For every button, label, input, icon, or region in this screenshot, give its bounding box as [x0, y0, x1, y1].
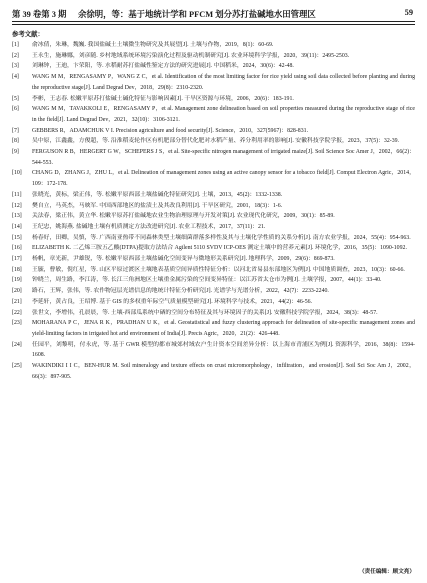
reference-item [12, 297, 415, 308]
reference-item [12, 126, 415, 137]
reference-text: 吴中原，江鑫鑫，方俊超，等. 沿淮稻麦轮作区有机肥部分替代化肥对水稻产量、养分利用率的影响[J]. 安徽科技学院学报，2023，37(5)：32-39. [32, 138, 400, 145]
reference-text: 李彬，王志春. 松嫩平原苏打盐碱土碱化特征与影响因素[J]. 干旱区资源与环境，2006，20(6)：183-191. [32, 95, 294, 102]
reference-number: [9] [12, 149, 19, 156]
running-title: 余徐明，等：基于地统计学和 PFCM 划分苏打盐碱地水田管理区 [78, 10, 316, 19]
reference-item [12, 275, 415, 286]
reference-item [12, 136, 415, 147]
reference-number: [3] [12, 63, 19, 70]
reference-number: [23] [12, 320, 22, 327]
reference-text: 张世文，李增伟，孔晨晨，等. 土壤-西部瓜系统中硒的空间分布特征及其与环境因子的关系[J]. 安徽科技学院学报，2024，38(3)：48-57. [32, 309, 378, 316]
reference-text: 王毓，曹敏，倪红星，等. 山区平原过渡区土壤地表基质空间异质性特征分析：以河北省易县东部地区为例[J]. 中国地质调查，2023，10(3)：60-66. [32, 266, 405, 273]
reference-text: WANG M M，TAVAKKOLI E，RENGASAMY P，et al. Management zone delineation based on soil properties measured during the reproductive stage of rice in the field[J]. Land Degrad Dev，2021，32(10)：3106-3121. [32, 106, 415, 123]
header-rule-thin [12, 24, 415, 25]
reference-item [12, 211, 415, 222]
reference-item [12, 201, 415, 212]
responsible-editor: （责任编辑：顾文亮） [359, 569, 415, 575]
reference-text: 杨帆，章光新，尹雄锐，等. 松嫩平原西部土壤盐碱化空间变异与微地形关系研究[J]. 地理科学，2009，29(6)：869-873. [32, 256, 335, 263]
reference-number: [4] [12, 74, 19, 81]
reference-item [12, 233, 415, 244]
reference-item [12, 147, 415, 168]
reference-number: [18] [12, 266, 22, 273]
reference-text: 王永生，施琳娜，刘彦随. 乡村地域系统环境污染演化过程及驱动机制研究[J]. 农业环境科学学报，2020，39(11)：2495-2503. [32, 52, 350, 59]
reference-text: 樊自立，马英杰，马映军. 中国西部地区的盐渍土及其改良利用[J]. 干旱区研究，2001，18(3)：1-6. [32, 202, 283, 209]
page-number: 59 [404, 8, 413, 17]
reference-item [12, 104, 415, 125]
reference-item [12, 222, 415, 233]
reference-item [12, 190, 415, 201]
reference-text: 路石，王辉，张伟，等. 农作物冠层光谱信息的地统计特征分析研究[J]. 光谱学与光谱分析，2022，42(7)：2233-2240. [32, 288, 329, 295]
reference-item [12, 61, 415, 72]
header-rule-thick [12, 21, 415, 22]
reference-item [12, 40, 415, 51]
reference-number: [2] [12, 52, 19, 59]
reference-text: 关法春，梁正伟，黄立华. 松嫩平原苏打盐碱地农业生物治理原理与开发对策[J]. 农业现代化研究，2009，30(1)：85-89. [32, 213, 335, 220]
reference-text: 俞冰倩，朱琳，魏巍. 我国盐碱土土壤微生物研究及其展望[J]. 土壤与作物，2019，8(1)：60-69. [32, 42, 274, 48]
reference-number: [12] [12, 202, 22, 209]
reference-item [12, 265, 415, 276]
reference-number: [11] [12, 191, 22, 198]
reference-text: 刘琳钟，王迪，卞荣阳，等. 水稻耐苏打盐碱性鉴定方法的研究进展[J]. 中国稻米，2024，30(6)：42-48. [32, 63, 294, 70]
reference-text: WANG M M，RENGASAMY P，WANG Z C，et al. Identification of the most limiting factor for rice yield using soil data collected before planting and during the reproductive stage[J]. Land Degrad Dev，2018，29(8)：2310-2320. [32, 74, 415, 91]
reference-text: 李延轩，黄占良，王绍博. 基于 GIS 的多权重年际空气质量模型研究[J]. 环境科学与技术，2021，44(2)：46-56. [32, 298, 313, 305]
reference-item [12, 243, 415, 254]
reference-text: 杨春好，田卿，吴慎，等. 广西南亚热带不同森林类型土壤细菌群落多样性及其与土壤化学性质的关系分析[J]. 南方农业学报，2024，55(4)：954-963. [32, 234, 411, 241]
reference-number: [10] [12, 170, 22, 177]
reference-text: FERGUSON R B，HERGERT G W，SCHEPERS J S，et al. Site-specific nitrogen management of irrigated maize[J]. Soil Science Soc Amer J，2002，66(2)：544-553. [32, 149, 415, 166]
reference-text: 任园平，刘黎明，付永虎，等. 基于 GWR 模型的都市城郊村域农户生计资本空间差异分析：以上海市青浦区为例[J]. 资源科学，2016，38(8)：1594-1608. [32, 341, 415, 359]
reference-number: [1] [12, 42, 19, 48]
reference-text: 王纪忠，姚海燕. 盐碱地土壤有机质测定方法改进研究[J]. 农业工程技术，2017，37(11)：21. [32, 223, 266, 230]
reference-item [12, 51, 415, 62]
reference-number: [17] [12, 256, 22, 263]
reference-text: MOHARANA P C，JENA R K，PRADHAN U K，et al. Geostatistical and fuzzy clustering approach for delineation of site-specific management zones and yield-limiting factors in irrigated hot arid environment of India[J]. Precis Agric，2020，21(2)：426-448. [32, 320, 415, 337]
reference-number: [15] [12, 234, 22, 241]
reference-number: [5] [12, 95, 19, 102]
reference-number: [8] [12, 138, 19, 145]
reference-item [12, 308, 415, 319]
reference-item [12, 168, 415, 189]
reference-list [12, 40, 415, 383]
reference-text: 钟晓兰，周生路，李江涛，等. 长江三角洲地区土壤重金属污染的空间变异特征：以江苏省太仓市为例[J]. 土壤学报，2007，44(1)：33-40. [32, 277, 382, 284]
reference-number: [22] [12, 309, 22, 316]
reference-text: WAKINDIKI I I C，BEN-HUR M. Soil mineralogy and texture effects on crust micromorphology，infiltration，and erosion[J]. Soil Sci Soc Am J，2002，66(3)：897-905. [32, 363, 415, 380]
reference-text: CHANG D，ZHANG J，ZHU L，et al. Delineation of management zones using an active canopy sensor for a tobacco field[J]. Comput Electron Agric，2014，109：172-178. [32, 170, 415, 188]
reference-number: [16] [12, 245, 22, 252]
reference-item [12, 94, 415, 105]
references-heading: 参考文献： [12, 31, 44, 38]
reference-item [12, 361, 415, 382]
reference-text: 张晓光，黄标，梁正伟，等. 松嫩平原西部土壤盐碱化特征研究[J]. 土壤，2013，45(2)：1332-1338. [32, 191, 283, 198]
reference-item [12, 254, 415, 265]
reference-number: [7] [12, 127, 19, 134]
reference-number: [20] [12, 288, 22, 295]
reference-number: [19] [12, 277, 22, 284]
reference-number: [14] [12, 223, 22, 230]
reference-text: GEBBERS R，ADAMCHUK V I. Precision agriculture and food security[J]. Science，2010，327(5967)：828-831. [32, 127, 309, 134]
journal-volume: 第 39 卷第 3 期 [12, 10, 67, 19]
reference-text: ELIZABETH K. 二乙烯三胺五乙酸(DTPA)提取方法结合 Agilent 5110 SVDV ICP-OES 测定土壤中的营养元素[J]. 环境化学，2016，35(5)：1090-1092. [32, 245, 407, 252]
reference-number: [21] [12, 298, 22, 305]
reference-item [12, 340, 415, 361]
reference-number: [25] [12, 363, 22, 370]
reference-item [12, 286, 415, 297]
reference-item [12, 318, 415, 339]
reference-item [12, 72, 415, 93]
reference-number: [6] [12, 106, 19, 113]
reference-number: [13] [12, 213, 22, 220]
reference-number: [24] [12, 341, 22, 348]
